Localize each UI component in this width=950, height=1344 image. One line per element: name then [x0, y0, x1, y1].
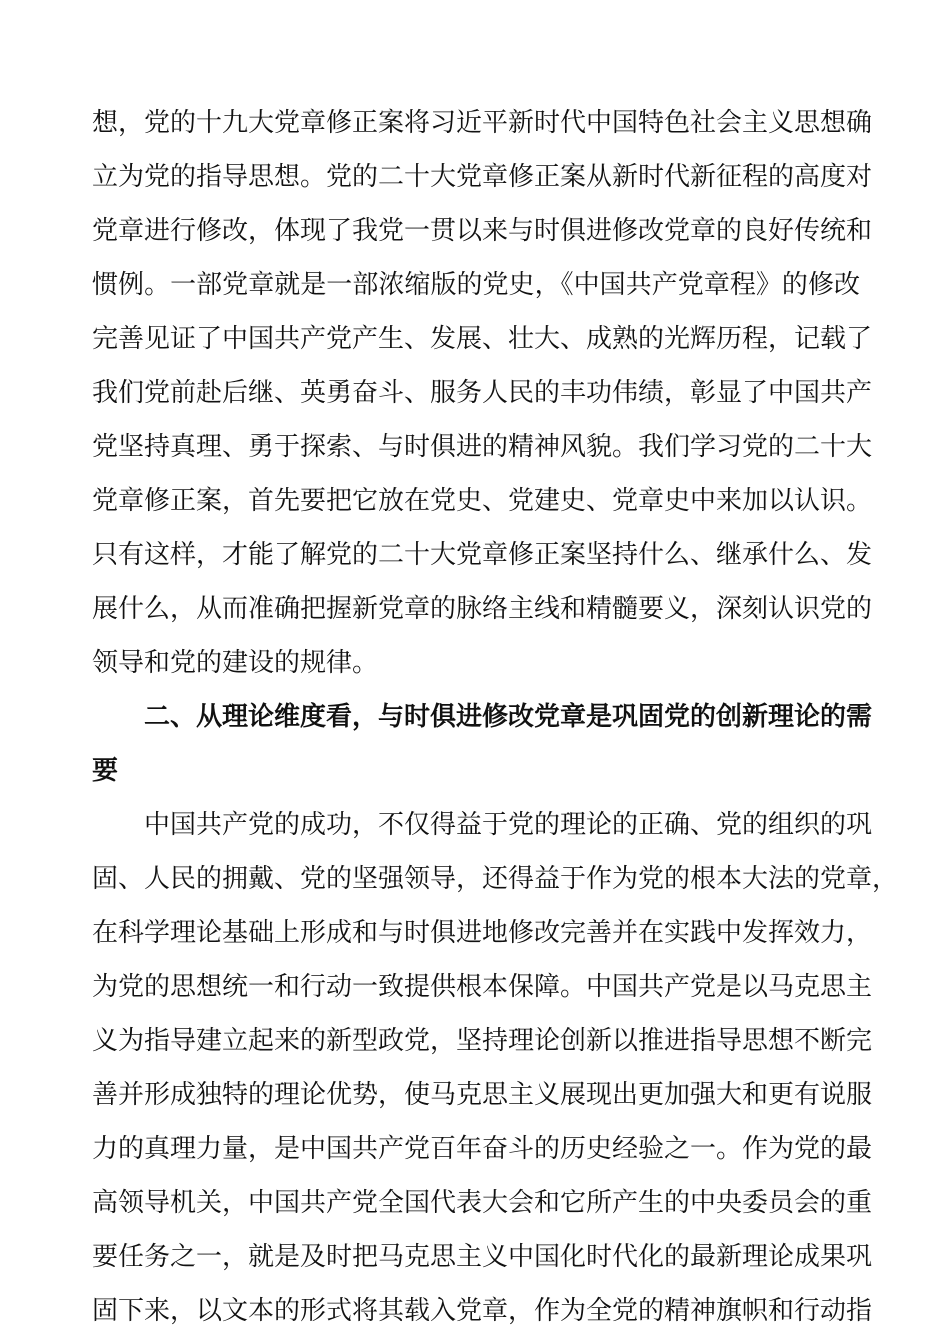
text-line: 惯例。一部党章就是一部浓缩版的党史，《中国共产党章程》的修改: [92, 270, 860, 300]
paragraph-party-constitution-history: [92, 96, 873, 690]
text-line: 党章进行修改，体现了我党一贯以来与时俱进修改党章的良好传统和: [92, 216, 873, 246]
text-line: 完善见证了中国共产党产生、发展、壮大、成熟的光辉历程，记载了: [92, 324, 873, 354]
text-line: 善并形成独特的理论优势，使马克思主义展现出更加强大和更有说服: [92, 1080, 873, 1110]
text-line: 在科学理论基础上形成和与时俱进地修改完善并在实践中发挥效力，: [92, 918, 873, 948]
text-line: 中国共产党的成功，不仅得益于党的理论的正确、党的组织的巩: [144, 810, 873, 840]
text-line: 立为党的指导思想。党的二十大党章修正案从新时代新征程的高度对: [92, 162, 873, 192]
text-line: 党章修正案，首先要把它放在党史、党建史、党章史中来加以认识。: [92, 486, 873, 516]
text-line: 固下来，以文本的形式将其载入党章，作为全党的精神旗帜和行动指: [92, 1296, 873, 1326]
text-line: 我们党前赴后继、英勇奋斗、服务人民的丰功伟绩，彰显了中国共产: [92, 378, 873, 408]
text-line: 展什么，从而准确把握新党章的脉络主线和精髓要义，深刻认识党的: [92, 594, 873, 624]
text-line: 高领导机关，中国共产党全国代表大会和它所产生的中央委员会的重: [92, 1188, 873, 1218]
text-line: 力的真理力量，是中国共产党百年奋斗的历史经验之一。作为党的最: [92, 1134, 873, 1164]
text-line: 为党的思想统一和行动一致提供根本保障。中国共产党是以马克思主: [92, 972, 873, 1002]
text-line: 只有这样，才能了解党的二十大党章修正案坚持什么、继承什么、发: [92, 540, 873, 570]
text-line: 义为指导建立起来的新型政党，坚持理论创新以推进指导思想不断完: [92, 1026, 873, 1056]
document-page: [92, 96, 899, 1338]
text-line: 要任务之一，就是及时把马克思主义中国化时代化的最新理论成果巩: [92, 1242, 873, 1272]
heading-line: 二、从理论维度看，与时俱进修改党章是巩固党的创新理论的需: [144, 702, 873, 732]
text-line: 想，党的十九大党章修正案将习近平新时代中国特色社会主义思想确: [92, 108, 873, 138]
paragraph-theory-innovation: [92, 798, 899, 1338]
text-line: 领导和党的建设的规律。: [92, 648, 379, 678]
text-line: 固、人民的拥戴、党的坚强领导，还得益于作为党的根本大法的党章，: [92, 864, 899, 894]
text-line: 党坚持真理、勇于探索、与时俱进的精神风貌。我们学习党的二十大: [92, 432, 873, 462]
heading-line: 要: [92, 756, 119, 786]
section-heading-2: [92, 690, 873, 798]
